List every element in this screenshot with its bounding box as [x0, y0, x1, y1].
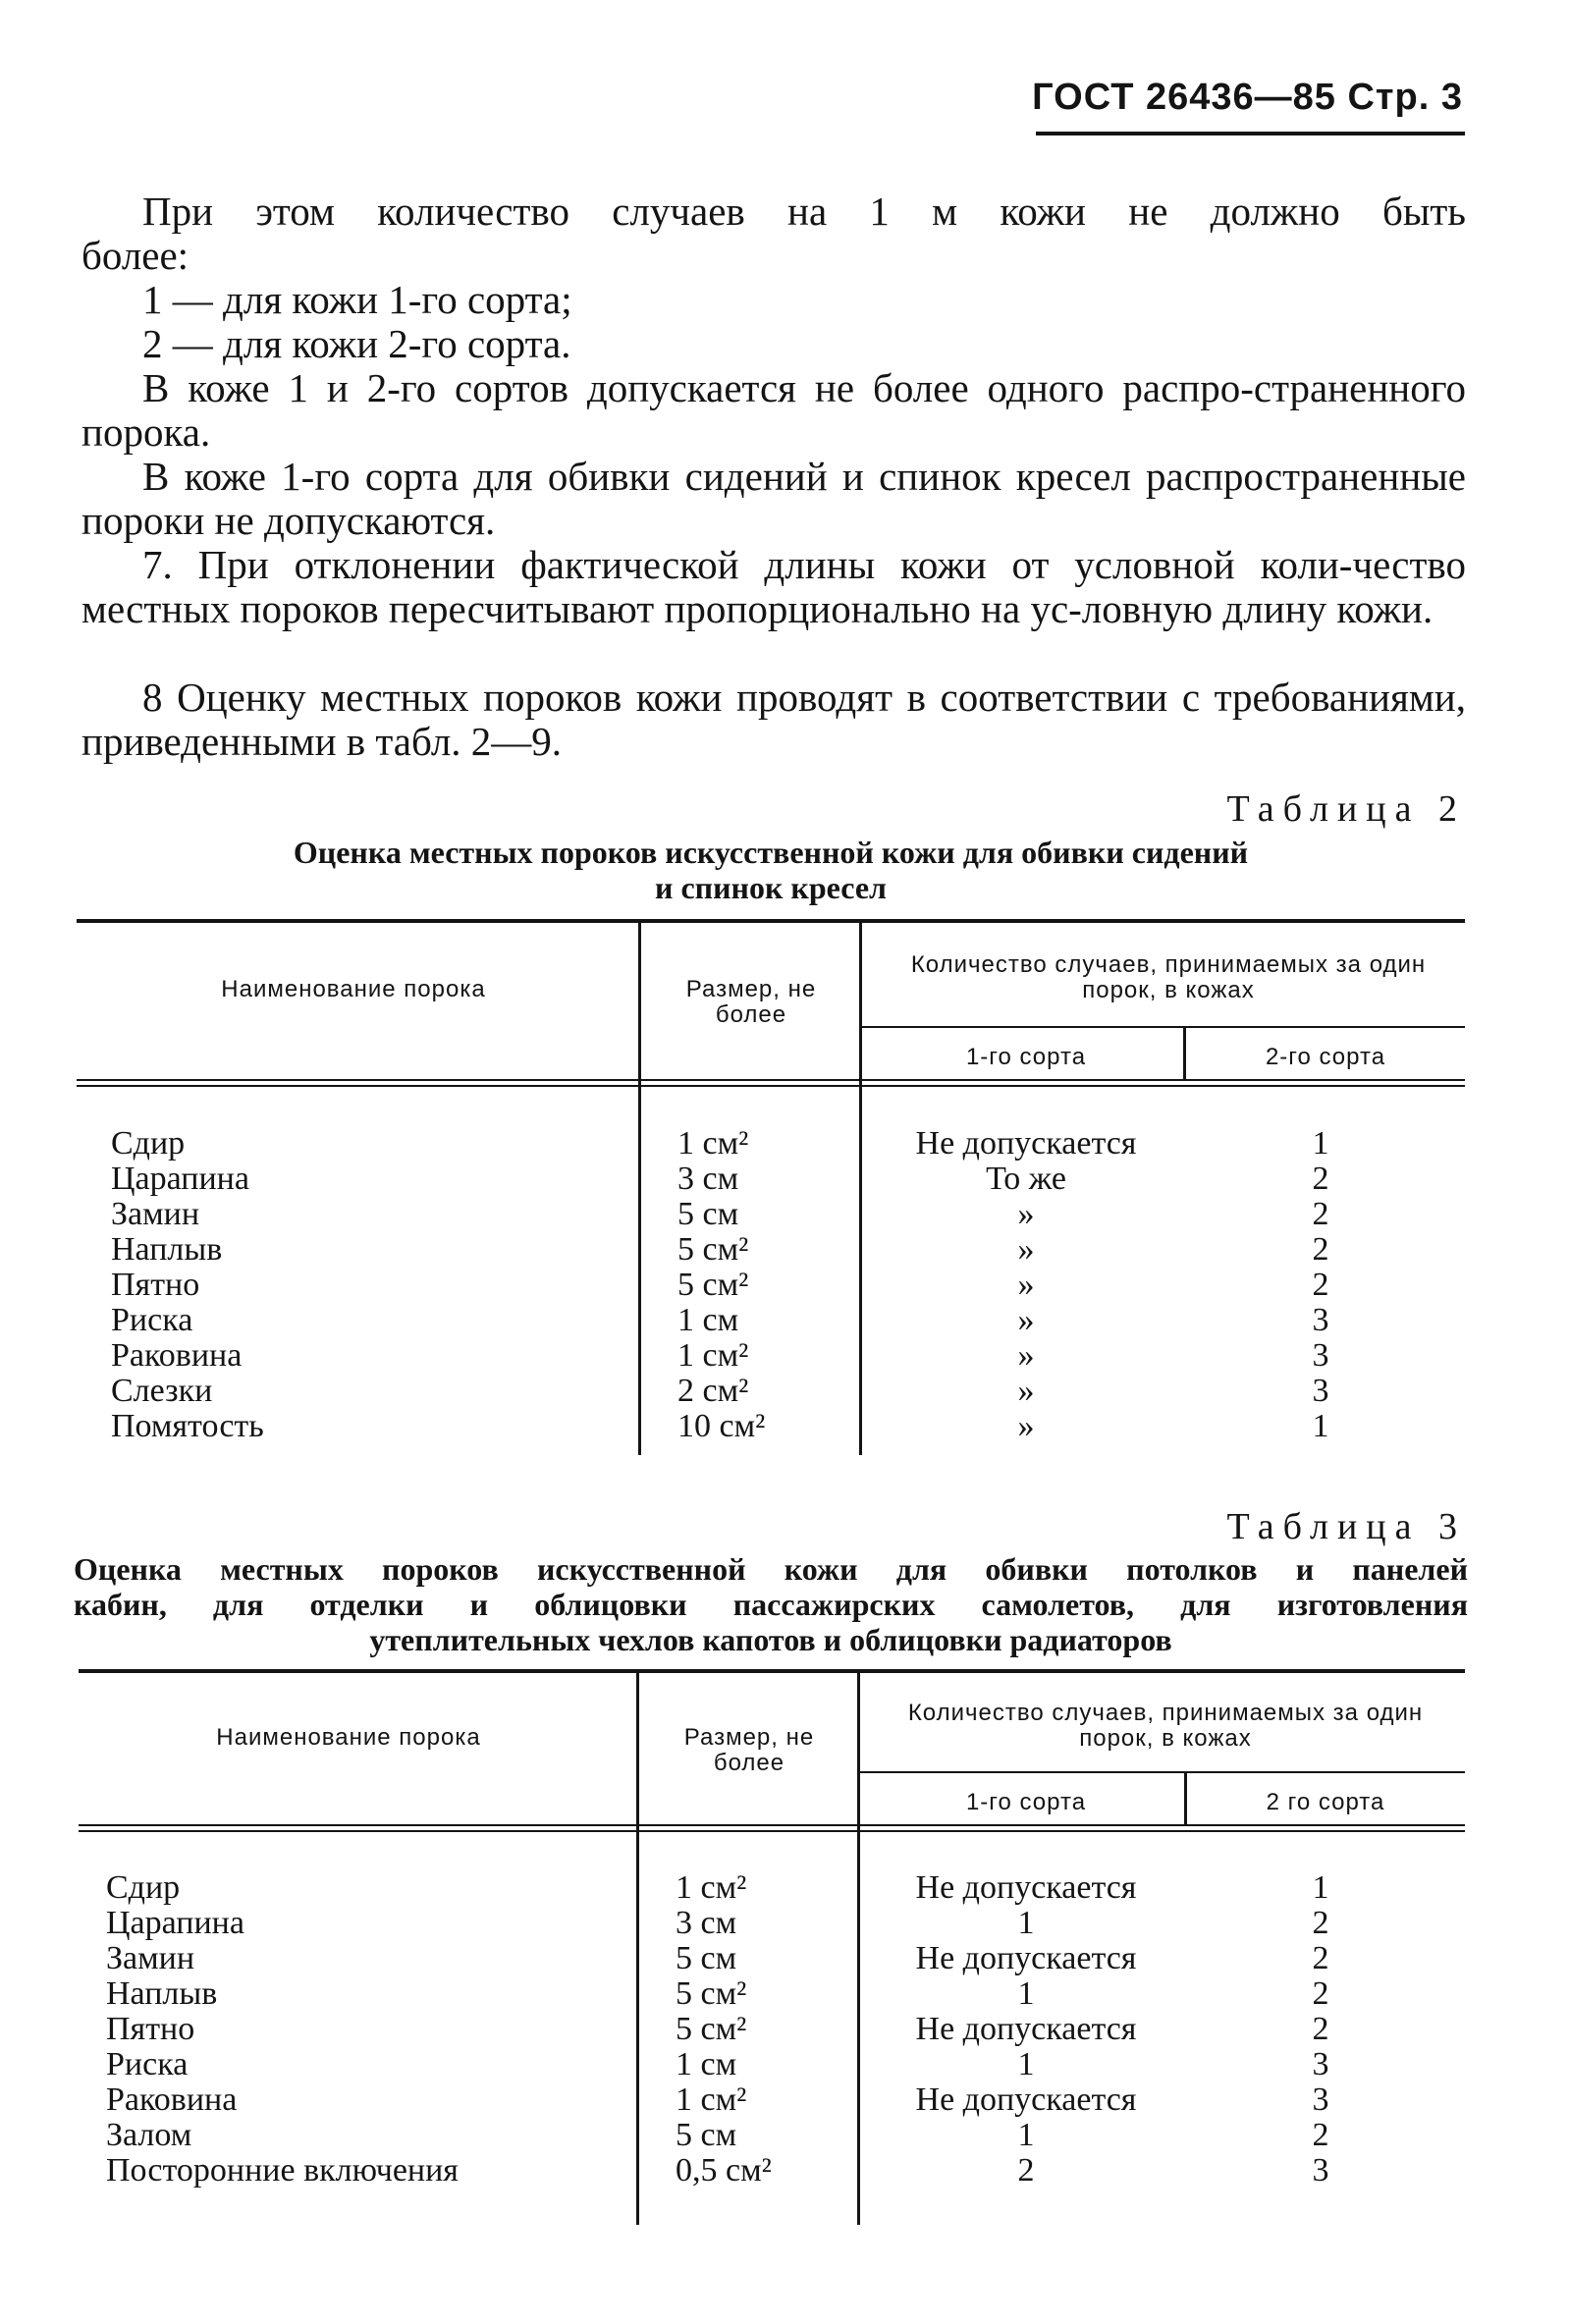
table-2-r2-size: 3 см	[677, 1161, 739, 1197]
paragraph-3: В коже 1-го сорта для обивки сидений и спинок кресел распространенные пороки не допускаются.	[81, 454, 1466, 543]
table-2-r9-size: 10 см²	[677, 1408, 766, 1444]
table-2-r4-name: Наплыв	[111, 1231, 223, 1268]
table-3-r1-grade-1: Не допускается	[915, 1869, 1137, 1906]
table-3-r2-name: Царапина	[106, 1905, 244, 1941]
table-2-subheader-divider	[1183, 1028, 1186, 1079]
paragraph-2: В коже 1 и 2-го сортов допускается не более одного распро-страненного порока.	[81, 365, 1466, 455]
table-3-header-name: Наименование порока	[216, 1724, 481, 1751]
table-3-r6-grade-1: 1	[1017, 2046, 1035, 2082]
table-2-r9-grade-1: »	[1017, 1408, 1035, 1444]
table-3-r4-name: Наплыв	[106, 1975, 218, 2012]
table-2-title-line-1: Оценка местных пороков искусственной кожи для обивки сидений	[293, 835, 1249, 870]
table-3-r6-size: 1 см	[676, 2046, 737, 2082]
table-2-r4-size: 5 см²	[677, 1231, 749, 1268]
paragraph-1-line-2: более:	[81, 233, 189, 278]
table-2-r6-grade-2: 3	[1312, 1302, 1329, 1338]
table-2-r2-grade-2: 2	[1312, 1161, 1329, 1197]
table-2-col-divider-2	[859, 923, 862, 1455]
table-2-r9-grade-2: 1	[1312, 1408, 1329, 1444]
table-3-header-rule-a	[79, 1824, 1465, 1826]
table-2-r9-name: Помятость	[111, 1408, 264, 1444]
table-3-r4-grade-2: 2	[1312, 1975, 1329, 2012]
table-3-title-line-2: кабин, для отделки и облицовки пассажирских самолетов, для изготовления	[74, 1587, 1468, 1622]
table-3-title-line-1: Оценка местных пороков искусственной кожи для обивки потолков и панелей	[74, 1551, 1468, 1587]
table-3-r5-name: Пятно	[106, 2011, 195, 2047]
table-2-r1-size: 1 см²	[677, 1125, 749, 1162]
table-3-r4-grade-1: 1	[1017, 1975, 1035, 2012]
table-3-r9-size: 0,5 см²	[676, 2152, 772, 2189]
page-header: ГОСТ 26436—85 Стр. 3	[1032, 77, 1463, 118]
table-2-header-size: Размер, не более	[685, 976, 817, 1028]
table-2-r1-grade-1: Не допускается	[915, 1125, 1137, 1162]
table-3-subheader-divider	[1184, 1773, 1187, 1824]
table-3-top-rule	[79, 1669, 1465, 1673]
table-2-r8-grade-1: »	[1017, 1373, 1035, 1409]
table-2-r5-size: 5 см²	[677, 1267, 749, 1303]
table-3-title-line-3: утеплительных чехлов капотов и облицовки радиаторов	[369, 1622, 1172, 1657]
table-2-header-grade-1: 1-го сорта	[965, 1044, 1087, 1070]
table-2-subheader-rule	[862, 1026, 1465, 1028]
table-2-r1-grade-2: 1	[1312, 1125, 1329, 1162]
table-2-r5-grade-1: »	[1017, 1267, 1035, 1303]
table-3-header-grade-2: 2 го сорта	[1266, 1789, 1385, 1815]
paragraph-4: 7. При отклонении фактической длины кожи от условной коли-чество местных пороков пересчитывают пропорционально на ус-ловную длину кожи.	[81, 542, 1466, 631]
table-2-r6-size: 1 см	[677, 1302, 739, 1338]
table-3-r3-size: 5 см	[676, 1940, 737, 1976]
paragraph-5: 8 Оценку местных пороков кожи проводят в соответствии с требованиями, приведенными в табл. 2—9.	[81, 675, 1466, 764]
table-2-r3-grade-2: 2	[1312, 1196, 1329, 1232]
table-2-r8-size: 2 см²	[677, 1373, 749, 1409]
table-3-subheader-rule	[860, 1771, 1465, 1773]
table-3-r5-size: 5 см²	[676, 2011, 747, 2047]
table-2-r7-grade-1: »	[1017, 1337, 1035, 1374]
table-3-r9-name: Посторонние включения	[106, 2152, 459, 2189]
table-3-r2-grade-1: 1	[1017, 1905, 1035, 1941]
table-3-r5-grade-1: Не допускается	[915, 2011, 1137, 2047]
table-3-r3-grade-1: Не допускается	[915, 1940, 1137, 1976]
table-2-r8-grade-2: 3	[1312, 1373, 1329, 1409]
table-2-top-rule	[77, 919, 1465, 923]
table-3-r2-size: 3 см	[676, 1905, 737, 1941]
table-2-r4-grade-1: »	[1017, 1231, 1035, 1268]
table-3-r5-grade-2: 2	[1312, 2011, 1329, 2047]
table-2-r5-name: Пятно	[111, 1267, 200, 1303]
table-3-r2-grade-2: 2	[1312, 1905, 1329, 1941]
table-2-r1-name: Сдир	[111, 1125, 186, 1162]
table-3-header-rule-b	[79, 1830, 1465, 1832]
paragraph-1-line-1: При этом количество случаев на 1 м кожи не должно быть	[142, 189, 1466, 234]
table-2-r8-name: Слезки	[111, 1373, 213, 1409]
table-3-header-size: Размер, не более	[683, 1724, 815, 1776]
table-2-r7-size: 1 см²	[677, 1337, 749, 1374]
table-2-r2-name: Царапина	[111, 1161, 249, 1197]
table-3-header-count: Количество случаев, принимаемых за один порок, в кожах	[907, 1700, 1424, 1752]
table-2-title-line-2: и спинок кресел	[655, 870, 887, 905]
table-2-header-rule-b	[77, 1085, 1465, 1087]
list-item-2: 2 — для кожи 2-го сорта.	[142, 321, 571, 366]
table-3-r3-name: Замин	[106, 1940, 195, 1976]
table-3-r9-grade-1: 2	[1017, 2152, 1035, 2189]
table-2-r7-name: Раковина	[111, 1337, 243, 1374]
table-2-r2-grade-1: То же	[986, 1161, 1066, 1197]
table-3-r9-grade-2: 3	[1312, 2152, 1329, 2189]
table-2-r6-name: Риска	[111, 1302, 193, 1338]
table-3-col-divider-1	[636, 1673, 639, 2225]
table-3-r8-size: 5 см	[676, 2117, 737, 2153]
table-2-r3-grade-1: »	[1017, 1196, 1035, 1232]
table-2-caption: Таблица 2	[1226, 788, 1466, 830]
table-3-r3-grade-2: 2	[1312, 1940, 1329, 1976]
table-2-header-grade-2: 2-го сорта	[1265, 1044, 1386, 1070]
table-3-r7-size: 1 см²	[676, 2081, 747, 2118]
table-3-r8-name: Залом	[106, 2117, 192, 2153]
table-2-r6-grade-1: »	[1017, 1302, 1035, 1338]
table-2-header-count: Количество случаев, принимаемых за один порок, в кожах	[910, 951, 1427, 1003]
table-3-r4-size: 5 см²	[676, 1975, 747, 2012]
table-2-col-divider-1	[638, 923, 641, 1455]
table-3-r1-size: 1 см²	[676, 1869, 747, 1906]
list-item-1: 1 — для кожи 1-го сорта;	[142, 277, 572, 322]
table-2-r5-grade-2: 2	[1312, 1267, 1329, 1303]
table-2-r3-size: 5 см	[677, 1196, 739, 1232]
header-rule	[1036, 132, 1465, 135]
table-3-caption: Таблица 3	[1226, 1506, 1466, 1547]
table-3-r1-grade-2: 1	[1312, 1869, 1329, 1906]
table-2-r7-grade-2: 3	[1312, 1337, 1329, 1374]
table-2-header-name: Наименование порока	[221, 976, 486, 1002]
table-2-r4-grade-2: 2	[1312, 1231, 1329, 1268]
table-2-r3-name: Замин	[111, 1196, 200, 1232]
table-3-header-grade-1: 1-го сорта	[965, 1789, 1087, 1815]
table-3-r7-grade-1: Не допускается	[915, 2081, 1137, 2118]
table-3-r8-grade-2: 2	[1312, 2117, 1329, 2153]
table-2-header-rule-a	[77, 1079, 1465, 1081]
table-3-r7-name: Раковина	[106, 2081, 238, 2118]
table-3-col-divider-2	[857, 1673, 860, 2225]
table-3-r7-grade-2: 3	[1312, 2081, 1329, 2118]
table-3-r6-name: Риска	[106, 2046, 189, 2082]
table-3-r1-name: Сдир	[106, 1869, 181, 1906]
table-3-r8-grade-1: 1	[1017, 2117, 1035, 2153]
table-3-r6-grade-2: 3	[1312, 2046, 1329, 2082]
